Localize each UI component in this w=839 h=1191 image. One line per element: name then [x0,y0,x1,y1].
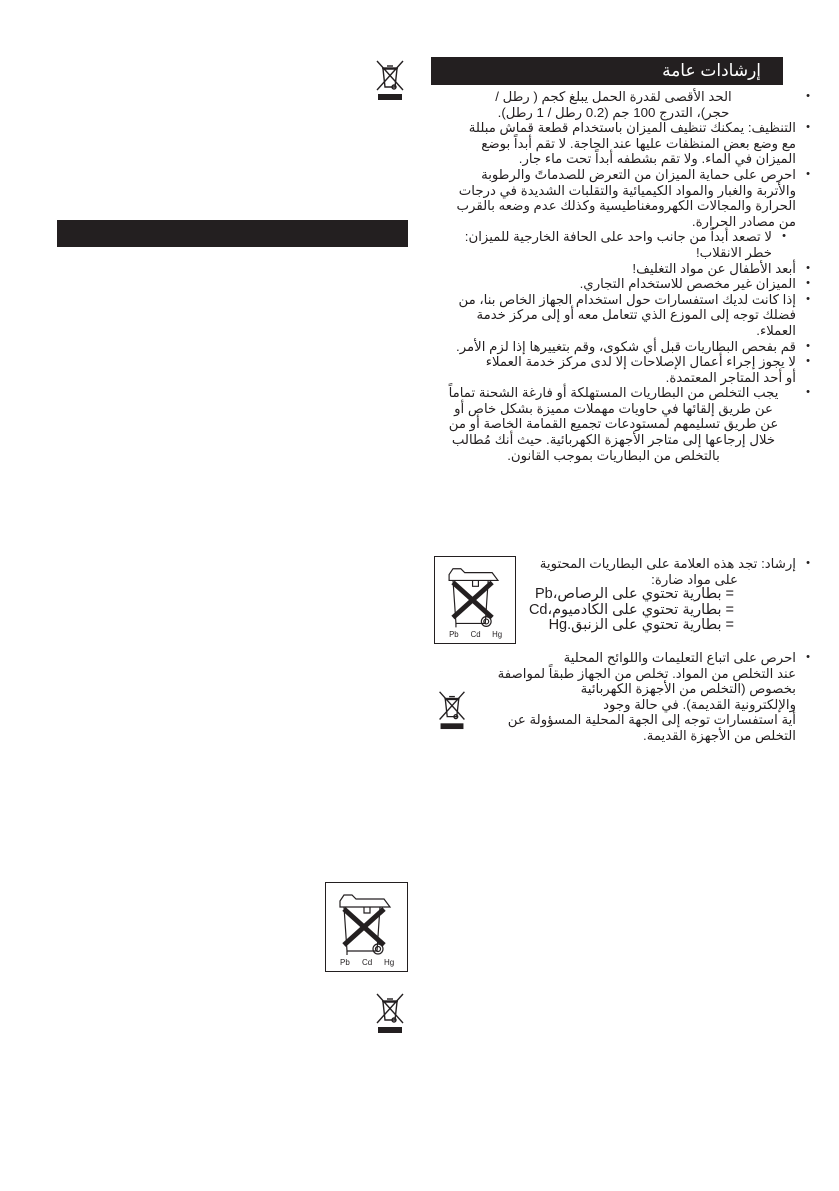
weee-crossed-bin-icon [374,57,406,101]
list-item-battery-marking [520,556,810,634]
text-line: حجر)، التدرج 100 جم (0.2 رطل / 1 رطل). [497,104,730,120]
list-item-protection [431,167,810,229]
text-line: • قم بفحص البطاريات قبل أي شكوى، وقم بتغييرها إذا لزم الأمر. [456,338,796,354]
battery-note-list [520,556,810,634]
list-item-children-packaging [431,261,810,277]
weee-crossed-bin-icon [436,688,468,730]
text-line: • يجب التخلص من البطاريات المستهلكة أو فارغة الشحنة تماماً [448,385,779,401]
text-line: • أبعد الأطفال عن مواد التغليف! [632,260,796,276]
legend-pb: = بطارية تحتوي على الرصاص،Pb [534,586,734,603]
text-line: • إرشاد: تجد هذه العلامة على البطاريات المحتوية [539,556,796,571]
text-line: • لا يجوز إجراء أعمال الإصلاحات إلا لدى مركز خدمة العملاء [485,354,796,370]
list-item-not-commercial [431,276,810,292]
text-line: • احرص على حماية الميزان من التعرض للصدماتً والرطوبة [481,166,796,182]
disposal-note-list [470,650,810,744]
svg-text:Pb: Pb [340,958,350,967]
text-line: من مصادر الحرارة. [691,213,796,229]
text-line: الحرارة والمجالات الكهرومغناطيسية وكذلك عدم وضعه بالقرب [456,198,796,214]
legend-hg: = بطارية تحتوي على الزنبق.Hg [548,617,734,634]
list-item-check-batteries [431,339,810,355]
text-line: • الحد الأقصى لقدرة الحمل يبلغ كجم ( رطل / [495,89,732,104]
legend-cd: = بطارية تحتوي على الكادميوم،Cd [528,601,734,618]
svg-text:Hg: Hg [384,958,395,967]
list-item-cleaning [431,120,810,167]
instructions-column [431,89,810,463]
list-item-max-capacity [431,89,810,120]
text-line: بالتخلص من البطاريات بموجب القانون. [507,447,720,463]
svg-text:Cd: Cd [470,630,481,640]
text-line: الميزان في الماء. ولا تقم بشطفه أبداً تحت ماء جار. [518,151,796,167]
list-item-repairs [431,354,810,385]
list-item-questions [431,292,810,339]
text-line: التخلص من الأجهزة القديمة. [643,727,796,743]
text-line: • احرص على اتباع التعليمات واللوائح المحلية [563,650,796,665]
svg-text:Pb: Pb [449,630,459,640]
crossed-bin-battery-icon [326,883,407,971]
crossed-bin-battery-icon [435,557,515,643]
text-line: خطر الانقلاب! [695,244,772,260]
text-line: مع وضع بعض المنظفات عليها عند الحاجة. لا تقم أبداً بوضع [481,135,796,151]
svg-text:Cd: Cd [362,958,373,967]
disposal-note [470,650,810,744]
text-line: والأتربة والغبار والمواد الكيميائية والتقلبات الشديدة في درجات [458,182,796,198]
battery-symbol-box [325,882,408,972]
text-line: عن طريق إلقائها في حاويات مهملات مميزة بشكل خاص أو [454,400,773,416]
left-section-header [57,220,408,247]
text-line: على مواد ضارة: [651,571,738,587]
text-line: فضلك توجه إلى الموزع الذي تتعامل معه أو إلى مركز خدمة [476,307,796,323]
battery-symbol-box [434,556,516,644]
text-line: • لا تصعد أبداً من جانب واحد على الحافة الخارجية للميزان: [464,229,772,245]
section-header-general-instructions [431,57,783,85]
text-line: أو أحد المتاجر المعتمدة. [665,369,796,385]
battery-note [520,556,810,634]
weee-crossed-bin-icon [374,990,406,1034]
text-line: عن طريق تسليمهم لمستودعات تجميع القمامة الخاصة أو من [448,416,779,432]
text-line: • التنظيف: يمكنك تنظيف الميزان باستخدام قطعة قماش مبللة [468,120,796,136]
list-item-tipping-warning [431,229,786,260]
instructions-list [431,89,810,463]
text-line: بخصوص (التخلص من الأجهزة الكهربائية [580,681,796,697]
list-item-local-regulations [470,650,810,744]
text-line: عند التخلص من المواد. تخلص من الجهاز طبقاً لمواصفة [497,665,796,681]
text-line: • إذا كانت لديك استفسارات حول استخدام الجهاز الخاص بنا، من [458,291,796,307]
svg-text:Hg: Hg [492,630,503,640]
text-line: خلال إرجاعها إلى متاجر الأجهزة الكهربائية. حيث أنك مُطالب [451,432,776,448]
text-line: العملاء. [756,322,796,338]
text-line: والإلكترونية القديمة). في حالة وجود [603,696,796,712]
list-item-battery-disposal [431,385,810,463]
section-title: إرشادات عامة [662,61,761,80]
text-line: • الميزان غير مخصص للاستخدام التجاري. [579,276,796,292]
text-line: أية استفسارات توجه إلى الجهة المحلية المسؤولة عن [507,712,796,728]
